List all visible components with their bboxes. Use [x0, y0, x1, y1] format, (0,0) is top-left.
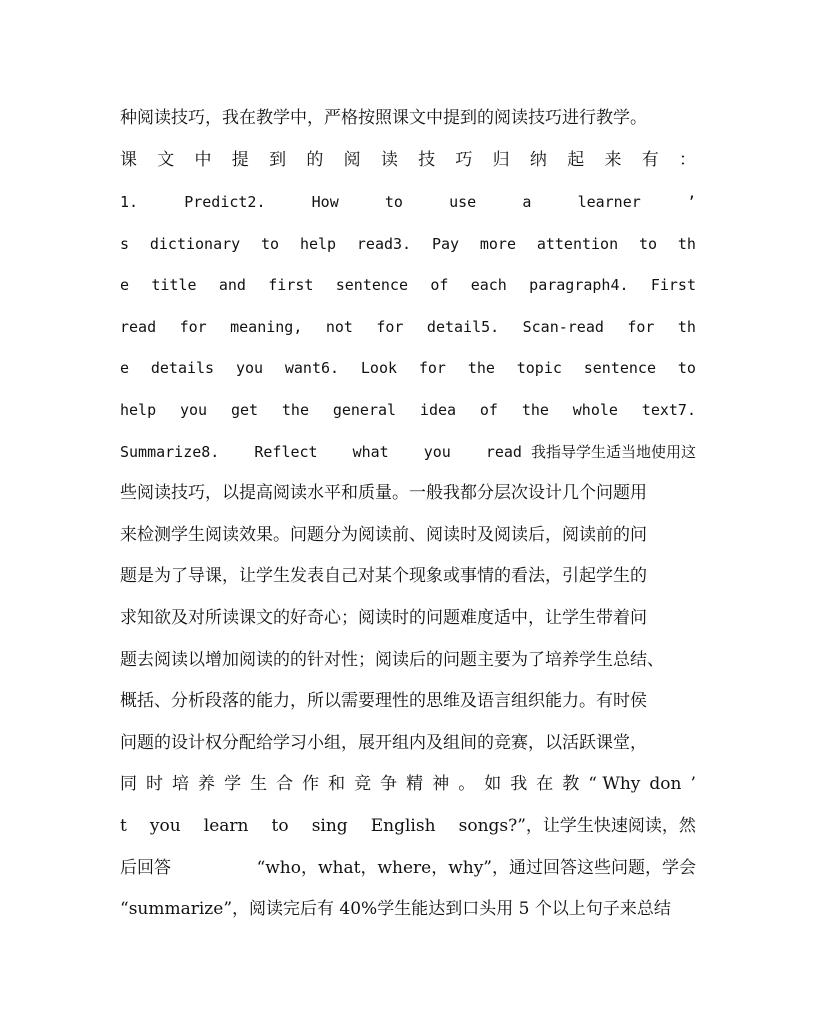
word: 我: [510, 774, 528, 794]
word: 的: [306, 150, 324, 170]
word: whole: [572, 401, 618, 419]
word: Predict2.: [184, 193, 266, 211]
word: 争: [380, 774, 398, 794]
word: paragraph4.: [529, 276, 629, 294]
text-line-3: [120, 190, 696, 214]
word: more: [479, 235, 516, 253]
text-line-16: 问题的设计权分配给学习小组，展开组内及组间的竞赛，以活跃课堂，: [120, 733, 647, 753]
word: 在: [536, 774, 554, 794]
word: to: [271, 816, 289, 836]
word: Summarize8.: [120, 443, 220, 461]
text-line-15: 概括、分析段落的能力，所以需要理性的思维及语言组织能力。有时侯: [120, 691, 647, 711]
word: get: [230, 401, 259, 419]
word: read3.: [356, 235, 412, 253]
word: 后回答: [120, 858, 171, 878]
word: 。: [458, 774, 476, 794]
word: 起: [567, 150, 585, 170]
word: topic: [516, 359, 562, 377]
word: 如: [484, 774, 502, 794]
word: t: [120, 816, 127, 836]
word: for: [179, 318, 207, 336]
word: 纳: [529, 150, 547, 170]
word: read: [120, 318, 157, 336]
text-line-14: 题去阅读以增加阅读的的针对性；阅读后的问题主要为了培养学生总结、: [120, 650, 664, 670]
word: and: [218, 276, 246, 294]
word: songs?”，让学生快速阅读，然: [458, 816, 696, 836]
word: 来: [604, 150, 622, 170]
word: sentence: [335, 276, 408, 294]
word: 精: [406, 774, 424, 794]
word: the: [467, 359, 495, 377]
word: what: [352, 443, 389, 461]
word: dictionary: [149, 235, 241, 253]
text-line-6: [120, 315, 696, 339]
word: First: [650, 276, 696, 294]
word: each: [470, 276, 507, 294]
word: use: [449, 193, 477, 211]
word: Look: [360, 359, 398, 377]
word: attention: [536, 235, 619, 253]
word: ’: [690, 774, 696, 794]
text-line-20: “summarize”，阅读完后有 40%学生能达到口头用 5 个以上句子来总结: [120, 899, 671, 919]
word: you: [235, 359, 264, 377]
text-line-12: 题是为了导课，让学生发表自己对某个现象或事情的看法，引起学生的: [120, 566, 647, 586]
word: Reflect: [254, 443, 318, 461]
word: learner: [577, 193, 641, 211]
word: read 我指导学生适当地使用这: [485, 443, 696, 461]
word: Scan-read: [522, 318, 604, 336]
word: 合: [276, 774, 294, 794]
word: 生: [250, 774, 268, 794]
word: not: [325, 318, 353, 336]
word: English: [370, 816, 436, 836]
word: sing: [311, 816, 348, 836]
word: for: [418, 359, 446, 377]
word: 培: [172, 774, 190, 794]
text-line-17: [120, 772, 696, 796]
word: 提: [231, 150, 249, 170]
word: meaning,: [230, 318, 303, 336]
word: How: [311, 193, 339, 211]
word: 和: [328, 774, 346, 794]
word: 作: [302, 774, 320, 794]
word: Pay: [431, 235, 460, 253]
word: help: [120, 401, 157, 419]
word: want6.: [284, 359, 340, 377]
word: you: [423, 443, 451, 461]
word: th: [677, 235, 696, 253]
word: 到: [269, 150, 287, 170]
word: th: [677, 318, 696, 336]
word: the: [521, 401, 549, 419]
word: to: [384, 193, 403, 211]
text-line-9: [120, 440, 696, 464]
word: 巧: [455, 150, 473, 170]
word: e: [120, 359, 130, 377]
word: 教: [562, 774, 580, 794]
word: ’: [686, 193, 696, 211]
word: text7.: [641, 401, 696, 419]
word: the: [281, 401, 309, 419]
text-line-19: [120, 856, 696, 880]
word: e: [120, 276, 130, 294]
word: to: [261, 235, 280, 253]
text-line-13: 求知欲及对所读课文的好奇心；阅读时的问题难度适中，让学生带着问: [120, 608, 647, 628]
word: details: [150, 359, 215, 377]
word: for: [376, 318, 404, 336]
word: 养: [198, 774, 216, 794]
text-line-18: [120, 814, 696, 838]
word: detail5.: [426, 318, 500, 336]
word: for: [627, 318, 655, 336]
word: 竞: [354, 774, 372, 794]
word: 中: [194, 150, 212, 170]
word: 阅: [343, 150, 361, 170]
text-line-8: [120, 398, 696, 422]
word: to: [638, 235, 658, 253]
word: of: [479, 401, 498, 419]
word: help: [299, 235, 337, 253]
word: to: [677, 359, 696, 377]
text-line-4: [120, 232, 696, 256]
word: of: [430, 276, 449, 294]
word: learn: [203, 816, 249, 836]
word: 时: [146, 774, 164, 794]
word: 学: [224, 774, 242, 794]
word: 1.: [120, 193, 139, 211]
word: s: [120, 235, 130, 253]
word: you: [149, 816, 181, 836]
word: “ Why: [588, 774, 641, 794]
word: idea: [419, 401, 457, 419]
text-line-7: [120, 356, 696, 380]
word: first: [268, 276, 314, 294]
word: 归: [492, 150, 510, 170]
word: 同: [120, 774, 137, 794]
word: 技: [418, 150, 436, 170]
word: don: [649, 774, 682, 794]
word: 课: [120, 150, 137, 170]
word: ：: [678, 150, 696, 170]
text-line-11: 来检测学生阅读效果。问题分为阅读前、阅读时及阅读后，阅读前的问: [120, 525, 647, 545]
word: sentence: [583, 359, 656, 377]
word: 神: [432, 774, 450, 794]
word: 有: [641, 150, 659, 170]
word: 读: [380, 150, 398, 170]
word: 文: [157, 150, 175, 170]
word: “who，what，where，why”，通过回答这些问题，学会: [256, 858, 696, 878]
text-line-1: 种阅读技巧，我在教学中，严格按照课文中提到的阅读技巧进行教学。: [120, 108, 647, 128]
word: you: [179, 401, 208, 419]
text-line-5: [120, 273, 696, 297]
text-line-2: [120, 148, 696, 172]
word: a: [522, 193, 532, 211]
word: title: [151, 276, 197, 294]
word: general: [332, 401, 397, 419]
text-line-10: 些阅读技巧，以提高阅读水平和质量。一般我都分层次设计几个问题用: [120, 483, 647, 503]
